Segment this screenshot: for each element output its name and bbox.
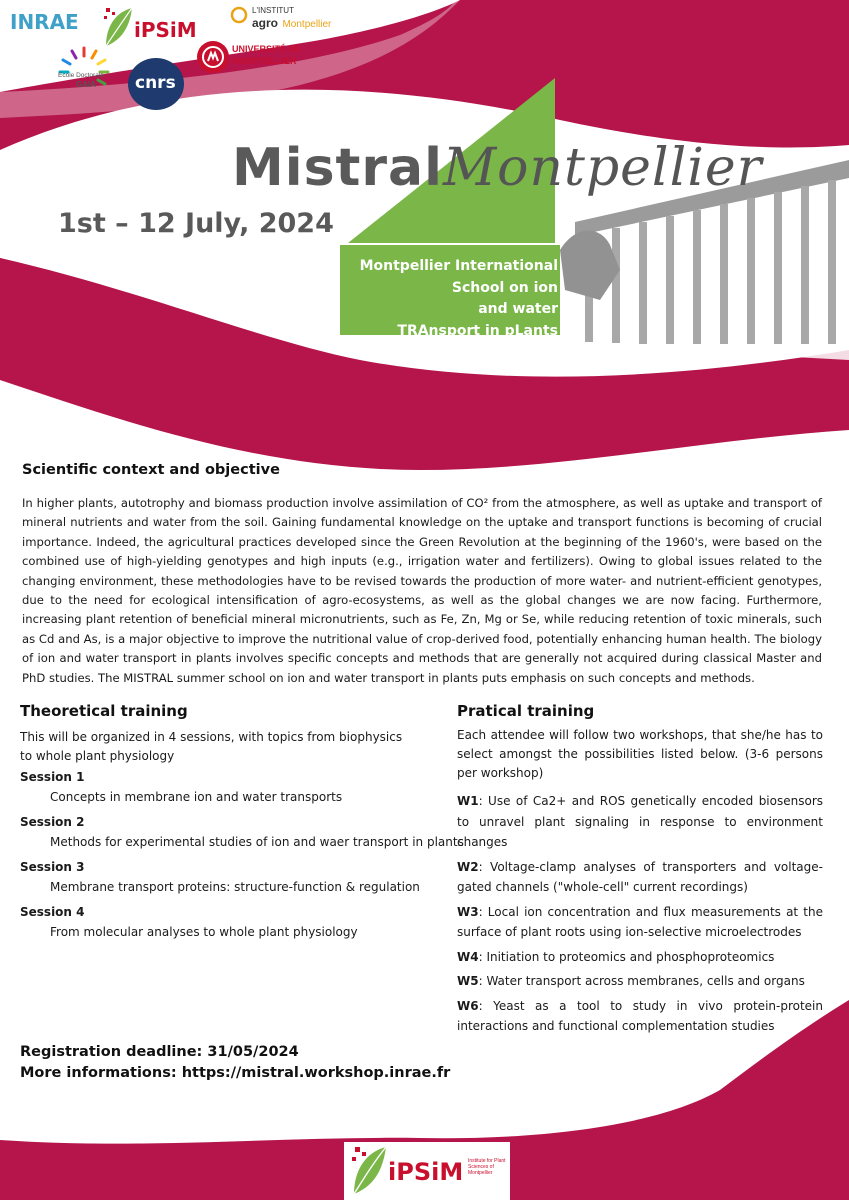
agro-city: Montpellier <box>282 19 332 30</box>
title-script: Montpellier <box>442 138 763 198</box>
theoretical-intro: to whole plant physiology <box>20 749 175 763</box>
theoretical-intro: This will be organized in 4 sessions, with topics from biophysics <box>20 730 403 744</box>
workshop-item <box>457 857 823 898</box>
workshop-text: : Initiation to proteomics and phosphoproteomics <box>478 949 775 964</box>
event-dates: 1st – 12 July, 2024 <box>58 208 334 239</box>
theoretical-column <box>20 728 464 945</box>
cnrs-logo: cnrs <box>128 58 184 110</box>
session-topic: Methods for experimental studies of ion and waer transport in plants <box>50 835 464 849</box>
agro-circle-icon <box>230 6 248 24</box>
leaf-icon <box>350 1144 390 1198</box>
workshop-code: W3 <box>457 904 479 919</box>
event-title <box>232 138 762 198</box>
workshop-item <box>457 902 823 943</box>
workshop-text: : Water transport across membranes, cells and organs <box>478 974 805 988</box>
registration-info <box>20 1042 450 1084</box>
session-title: Session 3 <box>20 860 85 874</box>
session-title: Session 1 <box>20 770 85 784</box>
registration-deadline: Registration deadline: 31/05/2024 <box>20 1044 299 1060</box>
universite-montpellier-logo: UNIVERSITÉ DE MONTPELLIER <box>196 40 306 76</box>
univ-seal-icon <box>196 40 230 74</box>
theoretical-heading: Theoretical training <box>20 702 188 720</box>
acronym-line: TRAnsport in pLants <box>397 322 558 339</box>
acronym-line: and water <box>478 301 558 317</box>
workshop-text: : Yeast as a tool to study in vivo protein-protein interactions and functional complementation studies <box>457 998 823 1033</box>
workshop-code: W4 <box>457 949 479 964</box>
practical-heading: Pratical training <box>457 702 595 720</box>
workshop-item <box>457 947 823 968</box>
workshop-text: : Voltage-clamp analyses of transporters and voltage-gated channels ("whole-cell" current recordings) <box>457 859 823 894</box>
acronym-line: Montpellier International <box>359 258 558 274</box>
title-bold: Mistral <box>232 138 443 198</box>
session-title: Session 2 <box>20 815 85 829</box>
agro-word: agro <box>252 16 279 30</box>
workshop-text: : Local ion concentration and flux measurements at the surface of plant roots using ion-selective microelectrodes <box>457 904 823 939</box>
workshop-text: : Use of Ca2+ and ROS genetically encoded biosensors to unravel plant signaling in response to environment changes <box>457 794 823 849</box>
session-title: Session 4 <box>20 905 85 919</box>
session-topic: Membrane transport proteins: structure-function & regulation <box>50 880 420 894</box>
acronym-block <box>338 256 558 342</box>
workshop-code: W6 <box>457 998 479 1013</box>
inrae-logo: INRAE <box>10 10 79 34</box>
ipsim-bottom-logo: iPSiM Institute for Plant Sciences of Montpellier <box>350 1144 506 1198</box>
practical-intro: Each attendee will follow two workshops, that she/he has to select amongst the possibilities listed below. (3-6 persons per workshop) <box>457 728 823 780</box>
practical-column <box>457 726 823 1041</box>
workshop-code: W5 <box>457 974 479 988</box>
workshop-code: W1 <box>457 794 479 808</box>
workshop-item <box>457 971 823 992</box>
workshop-item <box>457 791 823 853</box>
session-topic: From molecular analyses to whole plant physiology <box>50 925 358 939</box>
session-topic: Concepts in membrane ion and water transports <box>50 790 343 804</box>
gaia-logo: Ecole Doctorale GAIA <box>56 44 112 100</box>
context-heading: Scientific context and objective <box>22 462 280 478</box>
workshop-code: W2 <box>457 859 479 874</box>
context-body: In higher plants, autotrophy and biomass production involve assimilation of CO² from the atmosphere, as well as uptake and transport of mineral nutrients and water from the soil. Gaining fundamental knowledge on the uptake and transport functions is becoming of crucial importance. Indeed, the agricultural practices developed since the Green Revolution at the beginning of the 1960's, were based on the combined use of high-yielding genotypes and high inputs (e.g., irrigation water and fertilizers). Owing to global issues related to the changing environment, these methodologies have to be revised towards the production of more water- and nutrient-efficient genotypes, due to the need for ecological intensification of agro-ecosystems, as well as the global changes we are now facing. Furthermore, increasing plant retention of beneficial mineral micronutrients, such as Fe, Zn, Mg or Se, while reducing retention of toxic minerals, such as Cd and As, is a major objective to improve the nutritional value of crop-derived food, potentially enhancing human health. The biology of ion and water transport in plants involves specific concepts and methods that are generally not acquired during classical Master and PhD studies. The MISTRAL summer school on ion and water transport in plants puts emphasis on such concepts and methods. <box>22 496 822 685</box>
acronym-line: School on ion <box>451 279 558 296</box>
more-info-link[interactable]: More informations: https://mistral.workshop.inrae.fr <box>20 1065 451 1081</box>
contact-email[interactable]: Contact: mistral-contact@supagro.fr <box>351 1110 498 1119</box>
ipsim-logo: iPSiM <box>102 6 212 50</box>
workshop-item <box>457 996 823 1037</box>
